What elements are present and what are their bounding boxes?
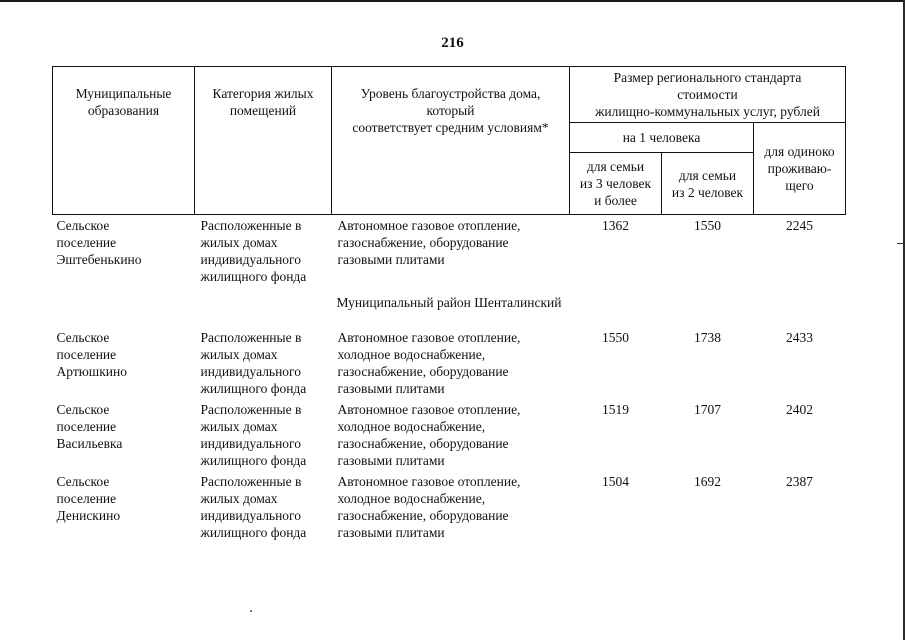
cell-text: Сельское xyxy=(56,474,110,489)
cell-family-2: 1707 xyxy=(694,402,721,417)
cell-family-3: 1550 xyxy=(602,330,629,345)
header-municipal xyxy=(53,67,195,215)
cell-family-2: 1692 xyxy=(694,474,721,489)
cell-text: газоснабжение, оборудование xyxy=(337,235,509,250)
header-category xyxy=(195,67,332,215)
header-text: из 3 человек xyxy=(579,176,652,191)
cell-text: Автономное газовое отопление, xyxy=(337,474,521,489)
cell-text: Васильевка xyxy=(56,436,123,451)
cell-municipal xyxy=(53,399,195,471)
cell-category xyxy=(195,327,332,399)
cell-text: газоснабжение, оборудование xyxy=(337,364,509,379)
header-text: стоимости xyxy=(677,87,738,102)
cell-text: газовыми плитами xyxy=(337,453,445,468)
header-single xyxy=(754,123,846,215)
cell-text: жилищного фонда xyxy=(200,381,307,396)
cell-text: холодное водоснабжение, xyxy=(337,419,486,434)
cell-text: Сельское xyxy=(56,218,110,233)
header-text: Уровень благоустройства дома, xyxy=(360,86,541,101)
cell-family-2: 1550 xyxy=(694,218,721,233)
cell-municipal xyxy=(53,215,195,288)
cell-text: поселение xyxy=(56,235,117,250)
header-text: и более xyxy=(594,193,637,208)
cell-family-3: 1519 xyxy=(602,402,629,417)
header-text: из 2 человек xyxy=(671,184,744,200)
header-family-2 xyxy=(662,153,754,215)
cell-text: поселение xyxy=(56,347,117,362)
cell-text: жилищного фонда xyxy=(200,525,307,540)
cell-category xyxy=(195,215,332,288)
cell-text: Расположенные в xyxy=(200,474,302,489)
cell-family-3: 1504 xyxy=(602,474,629,489)
cell-category xyxy=(195,399,332,471)
header-text: который xyxy=(426,103,475,118)
cell-text: Автономное газовое отопление, xyxy=(337,218,521,233)
header-text: проживаю- xyxy=(767,161,832,176)
cell-text: газовыми плитами xyxy=(337,525,445,540)
header-per-person: на 1 человека xyxy=(570,123,754,153)
cell-text: индивидуального xyxy=(200,508,302,523)
cell-single: 2245 xyxy=(786,218,813,233)
cell-text: жилых домах xyxy=(200,347,278,362)
cell-municipal xyxy=(53,327,195,399)
cell-text: жилищного фонда xyxy=(200,269,307,284)
cell-text: газовыми плитами xyxy=(337,381,445,396)
header-text: жилищно-коммунальных услуг, рублей xyxy=(595,104,820,119)
section-title: Муниципальный район Шенталинский xyxy=(336,295,562,310)
scan-edge-top xyxy=(0,0,905,2)
cell-text: индивидуального xyxy=(200,252,302,267)
cell-text: газоснабжение, оборудование xyxy=(337,436,509,451)
cell-text: Артюшкино xyxy=(56,364,127,379)
housing-standard-table xyxy=(52,66,846,543)
cell-text: Расположенные в xyxy=(200,330,302,345)
section-row xyxy=(53,287,846,327)
cell-text: поселение xyxy=(56,491,117,506)
page-number: 216 xyxy=(441,35,464,51)
cell-text: поселение xyxy=(56,419,117,434)
cell-text: жилых домах xyxy=(200,491,278,506)
cell-text: Автономное газовое отопление, xyxy=(337,402,521,417)
margin-mark xyxy=(897,243,903,244)
scan-speck xyxy=(250,610,252,612)
cell-text: Расположенные в xyxy=(200,402,302,417)
table-row xyxy=(53,327,846,399)
header-text: для одиноко xyxy=(764,144,835,159)
table-row xyxy=(53,399,846,471)
header-text: помещений xyxy=(229,103,297,118)
cell-text: холодное водоснабжение, xyxy=(337,347,486,362)
cell-text: индивидуального xyxy=(200,436,302,451)
header-text: для семьи xyxy=(586,159,645,174)
cell-text: Сельское xyxy=(56,330,110,345)
cell-municipal xyxy=(53,471,195,543)
cell-level xyxy=(332,327,570,399)
header-text: для семьи xyxy=(678,167,737,183)
cell-text: холодное водоснабжение, xyxy=(337,491,486,506)
header-text: щего xyxy=(785,178,814,193)
cell-level xyxy=(332,399,570,471)
cell-text: Денискино xyxy=(56,508,121,523)
cell-text: жилищного фонда xyxy=(200,453,307,468)
header-text: Категория жилых xyxy=(212,86,314,101)
cell-single: 2387 xyxy=(786,474,813,489)
table-row xyxy=(53,471,846,543)
header-level xyxy=(332,67,570,215)
cell-text: жилых домах xyxy=(200,235,278,250)
cell-text: газоснабжение, оборудование xyxy=(337,508,509,523)
cell-text: Эштебенькино xyxy=(56,252,142,267)
cell-text: индивидуального xyxy=(200,364,302,379)
cell-text: Расположенные в xyxy=(200,218,302,233)
cell-single: 2402 xyxy=(786,402,813,417)
cell-single: 2433 xyxy=(786,330,813,345)
header-text: Муниципальные xyxy=(75,86,172,101)
header-text: Размер регионального стандарта xyxy=(613,70,802,85)
cell-text: жилых домах xyxy=(200,419,278,434)
header-text: образования xyxy=(87,103,160,118)
header-size xyxy=(570,67,846,123)
cell-text: газовыми плитами xyxy=(337,252,445,267)
cell-level xyxy=(332,471,570,543)
cell-text: Автономное газовое отопление, xyxy=(337,330,521,345)
cell-category xyxy=(195,471,332,543)
cell-family-2: 1738 xyxy=(694,330,721,345)
cell-family-3: 1362 xyxy=(602,218,629,233)
header-family-3 xyxy=(570,153,662,215)
cell-text: Сельское xyxy=(56,402,110,417)
cell-level xyxy=(332,215,570,288)
table-row xyxy=(53,215,846,288)
header-text: соответствует средним условиям* xyxy=(352,120,549,135)
